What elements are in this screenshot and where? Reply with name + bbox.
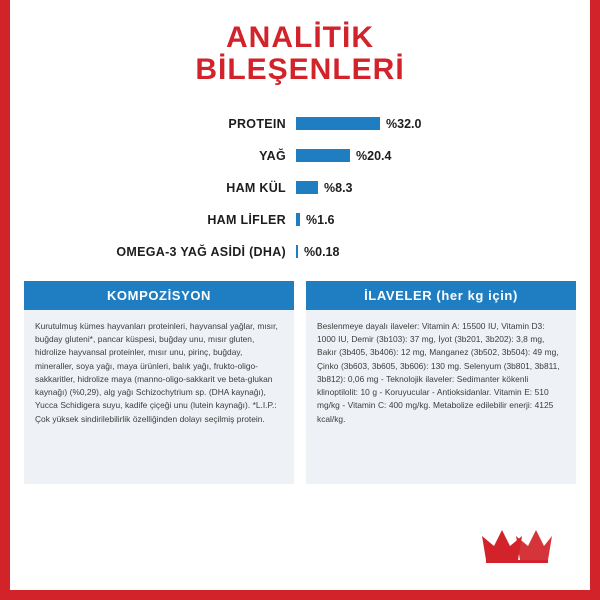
bar-fill — [296, 149, 350, 162]
chart-row — [28, 209, 572, 231]
bar-label: PROTEIN — [228, 116, 286, 131]
page-title — [10, 0, 590, 87]
composition-panel-header: KOMPOZİSYON — [24, 281, 294, 310]
chart-row — [28, 113, 572, 135]
bottom-red-border — [0, 590, 600, 600]
composition-panel-text: Kurutulmuş kümes hayvanları proteinleri, hayvansal yağlar, mısır, buğday gluteni*, pancar küspesi, buğday unu, mısır gluten, hidrolize hayvansal proteinler, mısır unu, pirinç, buğday, mineraller, soya yağı, maya ürünleri, balık yağı, frukto-oligo-sakkaritler, hidrolize maya (manno-oligo-sakkarit ve beta-glukan kaynağı) (%0,29), alg yağı Schizochytrium sp. (DHA kaynağı), Yucca Schidigera suyu, kadife çiçeği unu (lutein kaynağı). *L.I.P.: Çok yüksek sindirilebilirlik özelliğinden dolayı seçilmiş protein. — [35, 320, 278, 424]
bar-value: %32.0 — [386, 116, 422, 131]
bar-track — [296, 245, 572, 259]
right-red-border — [590, 0, 600, 600]
bar-track — [296, 213, 572, 227]
page-title-line1: ANALİTİK — [226, 21, 374, 54]
composition-panel — [24, 281, 294, 484]
crown-icon — [480, 524, 554, 566]
bar-fill — [296, 213, 300, 226]
bar-value: %20.4 — [356, 148, 392, 163]
bar-track — [296, 117, 572, 131]
chart-row — [28, 145, 572, 167]
bar-track — [296, 181, 572, 195]
bar-fill — [296, 117, 380, 130]
additives-panel-text: Beslenmeye dayalı ilaveler: Vitamin A: 15500 IU, Vitamin D3: 1000 IU, Demir (3b103): 37 mg, İyot (3b201, 3b202): 3,8 mg, Bakır (3b405, 3b406): 12 mg, Manganez (3b502, 3b504): 49 mg, Çinko (3b603, 3b605, 3b606): 130 mg. Selenyum (3b801, 3b811, 3b812): 0,06 mg - Teknolojik ilaveler: Sedimanter kökenli klinoptilolit: 10 g - Koruyucular - Antioksidanlar. Vitamin E: 510 mg/kg - Vitamin C: 400 mg/kg. Metabolize edilebilir enerji: 4125 kcal/kg. — [317, 320, 560, 424]
royal-crown-logo — [480, 524, 554, 566]
bar-label: HAM LİFLER — [207, 212, 286, 227]
bar-fill — [296, 245, 298, 258]
analytical-constituents-chart — [10, 113, 590, 263]
bar-value: %1.6 — [306, 212, 335, 227]
bar-value: %8.3 — [324, 180, 353, 195]
bar-label: HAM KÜL — [226, 180, 286, 195]
bar-value: %0.18 — [304, 244, 340, 259]
page-title-line2: BİLEŞENLERİ — [195, 53, 405, 87]
additives-panel-header: İLAVELER (her kg için) — [306, 281, 576, 310]
left-red-border — [0, 0, 10, 600]
chart-row — [28, 241, 572, 263]
chart-row — [28, 177, 572, 199]
additives-panel — [306, 281, 576, 484]
info-panels — [10, 281, 590, 484]
bar-track — [296, 149, 572, 163]
content-area — [10, 0, 590, 590]
bar-label: OMEGA-3 YAĞ ASİDİ (DHA) — [116, 244, 286, 259]
bar-label: YAĞ — [259, 148, 286, 163]
bar-fill — [296, 181, 318, 194]
